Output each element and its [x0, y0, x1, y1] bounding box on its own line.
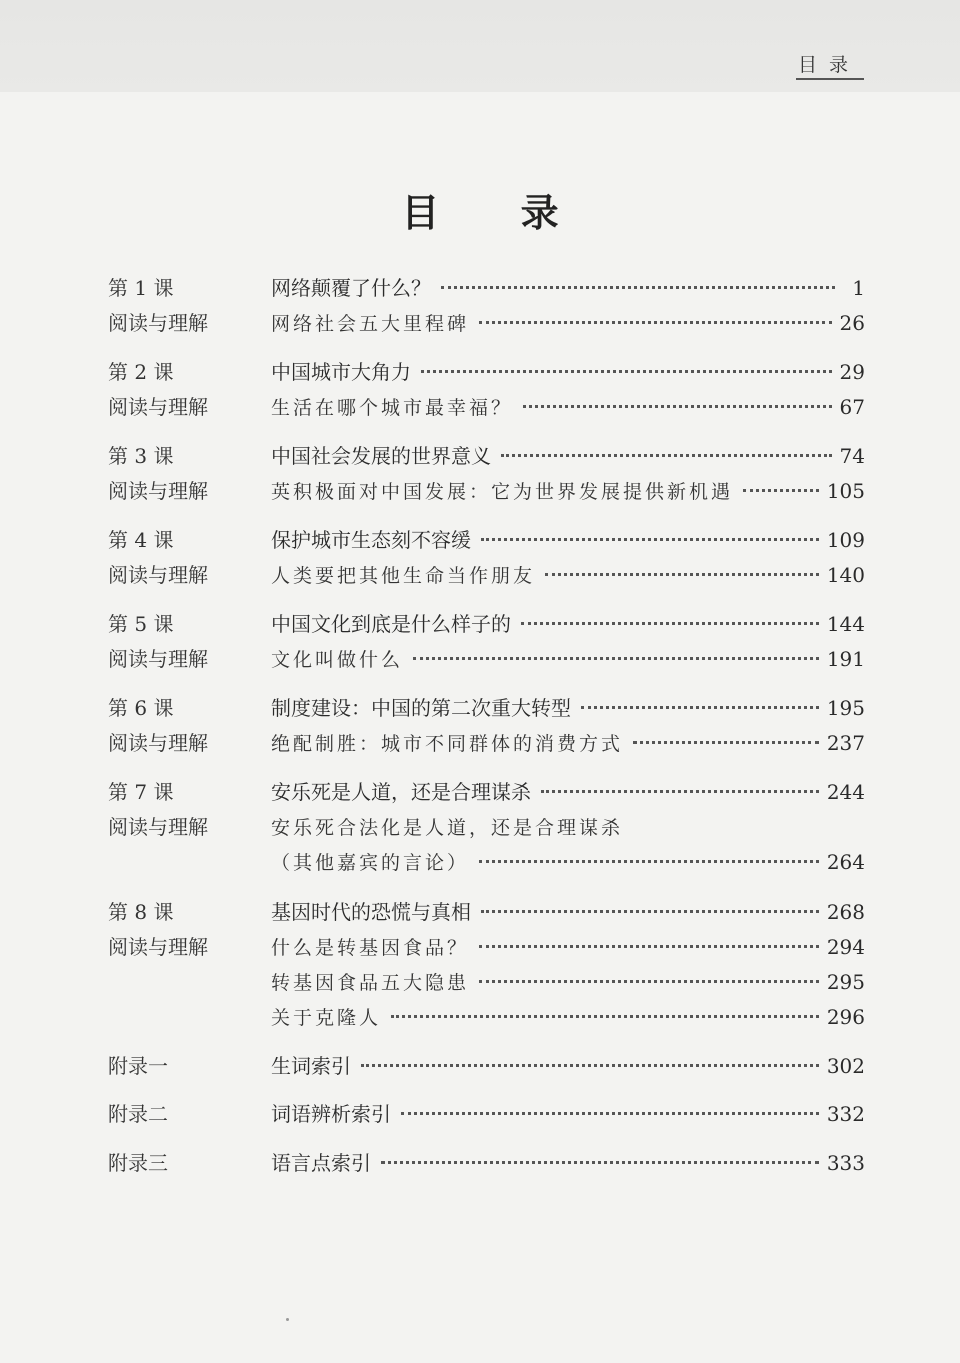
- dot-leader: [441, 285, 835, 289]
- toc-row: [108, 1097, 865, 1131]
- toc-entry: [271, 523, 865, 557]
- toc-page-number: 105: [826, 479, 865, 503]
- toc-label: 第 1 课: [108, 276, 174, 300]
- toc-label: 阅读与理解: [108, 479, 208, 503]
- toc-label: 第 5 课: [108, 612, 174, 636]
- toc-row: [108, 691, 865, 725]
- toc-label: 第 3 课: [108, 444, 174, 468]
- toc-row: [108, 965, 865, 999]
- toc-row: [108, 775, 865, 809]
- toc-entry-title: 英积极面对中国发展：它为世界发展提供新机遇: [271, 481, 734, 503]
- running-head: 目录: [797, 54, 860, 76]
- toc-label: 第 2 课: [108, 360, 174, 384]
- toc-page-number: 268: [826, 900, 865, 924]
- dot-leader: [361, 1063, 819, 1067]
- dot-leader: [391, 1014, 819, 1018]
- toc-entry: [271, 607, 865, 641]
- toc-label: 阅读与理解: [108, 935, 208, 959]
- toc-label: 附录二: [108, 1102, 168, 1126]
- toc-entry-title: 制度建设：中国的第二次重大转型: [271, 696, 571, 720]
- dot-leader: [481, 909, 819, 913]
- toc-page-number: 74: [839, 444, 865, 468]
- running-head-rule: [796, 78, 864, 80]
- toc-row: [108, 390, 865, 424]
- dot-leader: [521, 621, 819, 625]
- toc-page-number: 332: [826, 1102, 865, 1126]
- toc-entry: [271, 930, 865, 965]
- toc-label: 第 6 课: [108, 696, 174, 720]
- toc-row: [108, 1000, 865, 1034]
- toc-entry-title: 中国社会发展的世界意义: [271, 444, 491, 468]
- toc-row: [108, 845, 865, 879]
- toc-row: [108, 271, 865, 305]
- toc-row: [108, 523, 865, 557]
- toc-entry: [271, 439, 865, 473]
- toc-page-number: 244: [826, 780, 865, 804]
- toc-entry: [271, 811, 865, 845]
- toc-page-number: 144: [826, 612, 865, 636]
- toc-entry: [271, 1097, 865, 1131]
- toc-entry-title: 网络颠覆了什么？: [271, 276, 431, 300]
- toc-entry: [271, 642, 865, 677]
- toc-page-number: 296: [826, 1005, 865, 1029]
- toc-entry-title: 中国城市大角力: [271, 360, 411, 384]
- toc-entry-title: 保护城市生态刻不容缓: [271, 528, 471, 552]
- toc-entry: [271, 845, 865, 880]
- toc-entry-title: 基因时代的恐慌与真相: [271, 900, 471, 924]
- toc-entry-title: 安乐死合法化是人道，还是合理谋杀: [271, 817, 624, 839]
- toc-entry: [271, 775, 865, 809]
- dot-leader: [479, 320, 832, 324]
- toc-entry-title: 网络社会五大里程碑: [271, 313, 470, 335]
- toc-page-number: 26: [839, 311, 865, 335]
- toc-label: 第 7 课: [108, 780, 174, 804]
- toc-label: 第 4 课: [108, 528, 174, 552]
- toc-row: [108, 439, 865, 473]
- toc-entry-title: 人类要把其他生命当作朋友: [271, 565, 536, 587]
- toc-page-number: 140: [826, 563, 865, 587]
- toc-entry-title: （其他嘉宾的言论）: [271, 852, 470, 874]
- toc-entry: [271, 1146, 865, 1180]
- dot-leader: [481, 537, 819, 541]
- dot-leader: [479, 859, 819, 863]
- toc-page-number: 109: [826, 528, 865, 552]
- toc-entry-title: 文化叫做什么: [271, 649, 404, 671]
- dot-leader: [479, 979, 819, 983]
- toc-entry-title: 生活在哪个城市最幸福？: [271, 397, 514, 419]
- dot-leader: [523, 404, 832, 408]
- dot-leader: [421, 369, 832, 373]
- toc-row: [108, 895, 865, 929]
- toc-page-number: 302: [826, 1054, 865, 1078]
- dot-leader: [545, 572, 819, 576]
- dot-leader: [413, 656, 819, 660]
- dot-leader: [479, 944, 819, 948]
- toc-row: [108, 1049, 865, 1083]
- toc-row: [108, 1146, 865, 1180]
- dot-leader: [581, 705, 819, 709]
- toc-entry: [271, 691, 865, 725]
- toc-entry-title: 关于克隆人: [271, 1007, 382, 1029]
- page-title: 目 录: [401, 191, 593, 235]
- toc-row: [108, 558, 865, 592]
- dot-leader: [501, 453, 832, 457]
- toc-label: 第 8 课: [108, 900, 174, 924]
- toc-row: [108, 642, 865, 676]
- toc-entry-title: 生词索引: [271, 1054, 351, 1078]
- toc-label: 阅读与理解: [108, 731, 208, 755]
- toc-page-number: 294: [826, 935, 865, 959]
- toc-entry-title: 中国文化到底是什么样子的: [271, 612, 511, 636]
- toc-entry: [271, 895, 865, 929]
- toc-entry: [271, 390, 865, 425]
- toc-entry: [271, 1049, 865, 1083]
- toc-page-number: 237: [826, 731, 865, 755]
- toc-row: [108, 607, 865, 641]
- toc-row: [108, 810, 865, 844]
- toc-page-number: 67: [839, 395, 865, 419]
- toc-entry: [271, 271, 865, 305]
- toc-entry-title: 安乐死是人道，还是合理谋杀: [271, 780, 531, 804]
- toc-entry-title: 绝配制胜：城市不同群体的消费方式: [271, 733, 624, 755]
- toc-page-number: 1: [852, 276, 865, 300]
- dot-leader: [633, 740, 819, 744]
- toc-entry-title: 转基因食品五大隐患: [271, 972, 470, 994]
- toc-label: 阅读与理解: [108, 311, 208, 335]
- toc-entry: [271, 474, 865, 509]
- toc-page-number: 333: [826, 1151, 865, 1175]
- toc-entry: [271, 726, 865, 761]
- toc-label: 阅读与理解: [108, 815, 208, 839]
- toc-row: [108, 930, 865, 964]
- toc-label: 附录三: [108, 1151, 168, 1175]
- toc-page-number: 264: [826, 850, 865, 874]
- dot-leader: [743, 488, 819, 492]
- toc-row: [108, 474, 865, 508]
- toc-page-number: 295: [826, 970, 865, 994]
- toc-label: 阅读与理解: [108, 395, 208, 419]
- dot-leader: [401, 1111, 819, 1115]
- toc-entry: [271, 558, 865, 593]
- toc-entry: [271, 355, 865, 389]
- toc-page-number: 195: [826, 696, 865, 720]
- toc-entry: [271, 965, 865, 1000]
- toc-label: 阅读与理解: [108, 647, 208, 671]
- toc-label: 附录一: [108, 1054, 168, 1078]
- scan-speck: [286, 1318, 289, 1321]
- toc-entry-title: 语言点索引: [271, 1151, 371, 1175]
- toc-entry-title: 词语辨析索引: [271, 1102, 391, 1126]
- toc-entry-title: 什么是转基因食品？: [271, 937, 470, 959]
- toc-row: [108, 726, 865, 760]
- dot-leader: [541, 789, 819, 793]
- toc-label: 阅读与理解: [108, 563, 208, 587]
- toc-row: [108, 306, 865, 340]
- toc-entry: [271, 1000, 865, 1035]
- toc-page-number: 29: [839, 360, 865, 384]
- dot-leader: [381, 1160, 819, 1164]
- toc-entry: [271, 306, 865, 341]
- toc-page-number: 191: [826, 647, 865, 671]
- toc-row: [108, 355, 865, 389]
